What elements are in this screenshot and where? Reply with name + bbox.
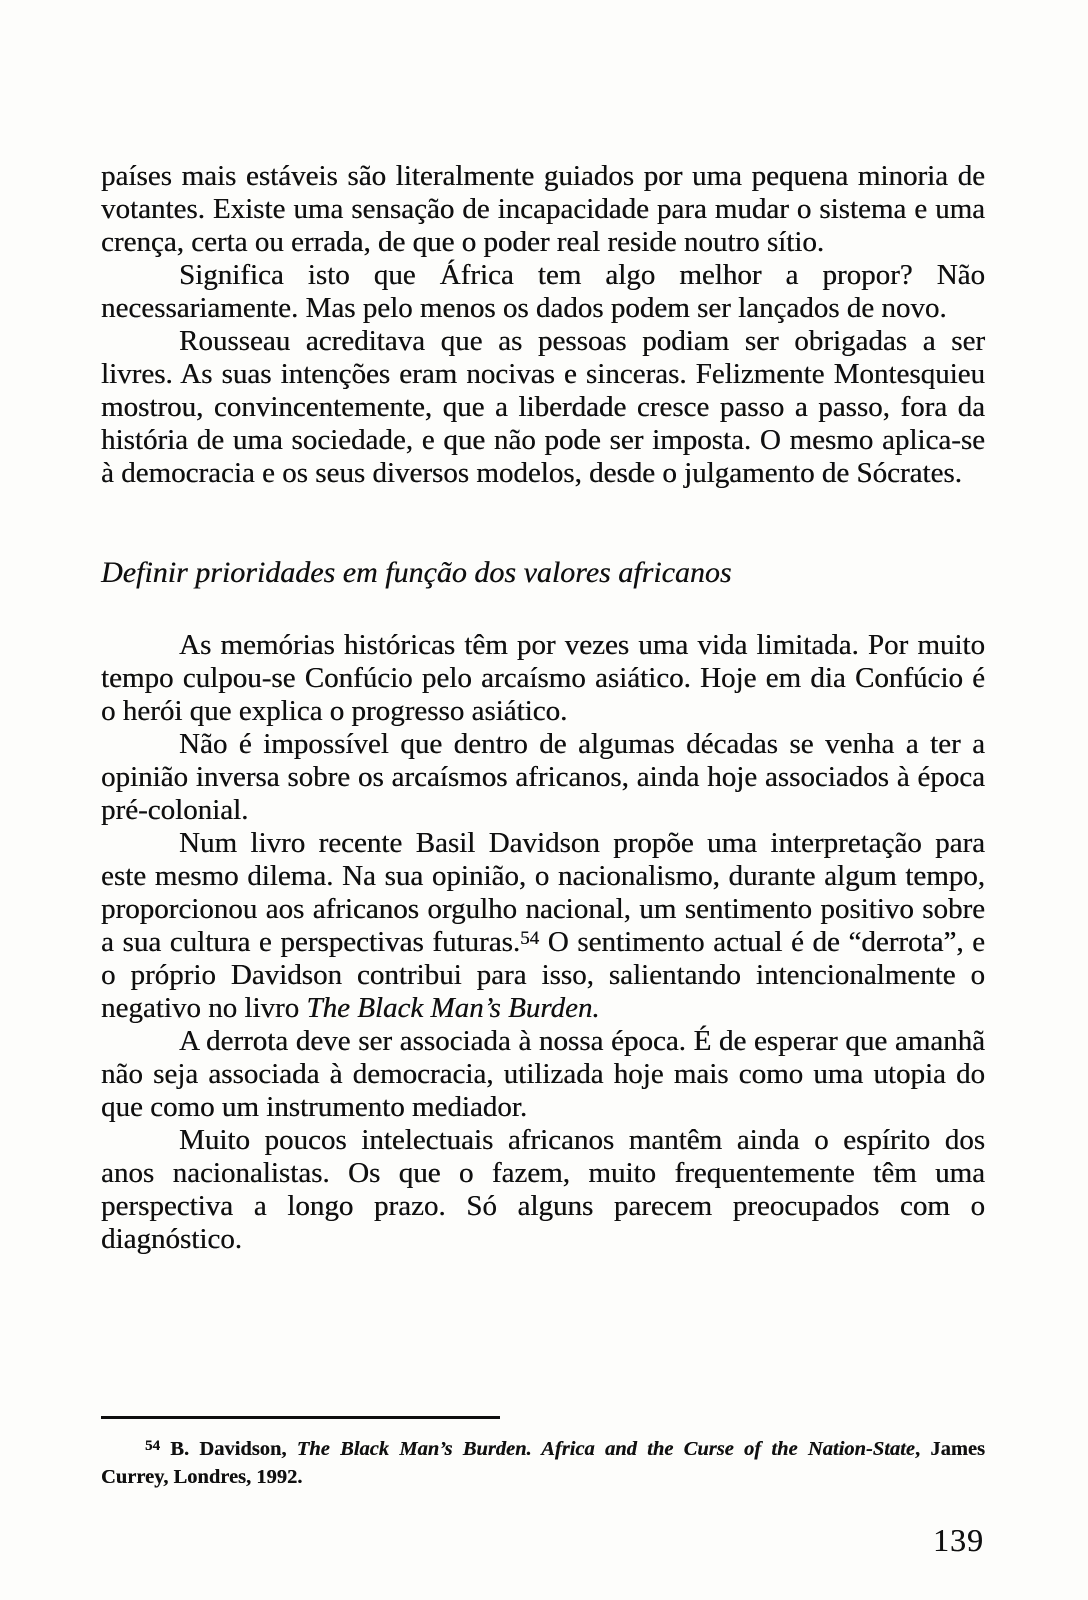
text-block — [101, 160, 985, 1256]
paragraph-archaisms: Não é impossível que dentro de algumas décadas se venha a ter a opinião inversa sobre os arcaísmos africanos, ainda hoje associados à época pré-colonial. — [101, 728, 985, 826]
book-title: The Black Man’s Burden. — [306, 992, 600, 1024]
paragraph-intellectuals: Muito poucos intelectuais africanos mantêm ainda o espírito dos anos nacionalistas. Os que o fazem, muito frequentemente têm uma perspectiva a longo prazo. Só alguns parecem preocupados com o diagnóstico. — [101, 1124, 985, 1255]
footnote-54 — [101, 1435, 985, 1491]
section-heading: Definir prioridades em função dos valores africanos — [101, 556, 732, 589]
paragraph-davidson-text-b: O sentimento actual é de “derrota”, e o próprio Davidson contribui para isso, salientando intencionalmente o negativo no livro — [101, 926, 985, 1024]
paragraph-africa-proposal: Significa isto que África tem algo melhor a propor? Não necessariamente. Mas pelo menos os dados podem ser lançados de novo. — [101, 259, 985, 324]
footnote-book-title: The Black Man’s Burden. Africa and the Curse of the Nation-State — [296, 1438, 915, 1460]
footnote-text-a: B. Davidson, — [160, 1438, 297, 1460]
paragraph-davidson — [101, 827, 985, 1025]
paragraph-defeat: A derrota deve ser associada à nossa época. É de esperar que amanhã não seja associada à democracia, utilizada hoje mais como uma utopia do que como um instrumento mediador. — [101, 1025, 985, 1123]
footnote-number: 54 — [145, 1438, 160, 1454]
footnote-text-b: , James Currey, Londres, 1992. — [101, 1438, 985, 1488]
page-number: 139 — [933, 1522, 984, 1558]
paragraph-rousseau: Rousseau acreditava que as pessoas podiam ser obrigadas a ser livres. As suas intenções eram nocivas e sinceras. Felizmente Montesquieu mostrou, convincentemente, que a liberdade cresce passo a passo, fora da história de uma sociedade, e que não pode ser imposta. O mesmo aplica-se à democracia e os seus diversos modelos, desde o julgamento de Sócrates. — [101, 325, 985, 489]
paragraph-memories: As memórias históricas têm por vezes uma vida limitada. Por muito tempo culpou-se Confúcio pelo arcaísmo asiático. Hoje em dia Confúcio é o herói que explica o progresso asiático. — [101, 629, 985, 727]
footnote-divider — [101, 1416, 500, 1419]
footnote-area — [101, 1416, 985, 1491]
paragraph-davidson-text-a: Num livro recente Basil Davidson propõe uma interpretação para este mesmo dilema. Na sua opinião, o nacionalismo, durante algum tempo, proporcionou aos africanos orgulho nacional, um sentimento positivo sobre a sua cultura e perspectivas futuras. — [101, 827, 985, 958]
paragraph-continuation: países mais estáveis são literalmente guiados por uma pequena minoria de votantes. Existe uma sensação de incapacidade para mudar o sistema e uma crença, certa ou errada, de que o poder real reside noutro sítio. — [101, 160, 985, 258]
footnote-reference-54: 54 — [520, 928, 540, 949]
